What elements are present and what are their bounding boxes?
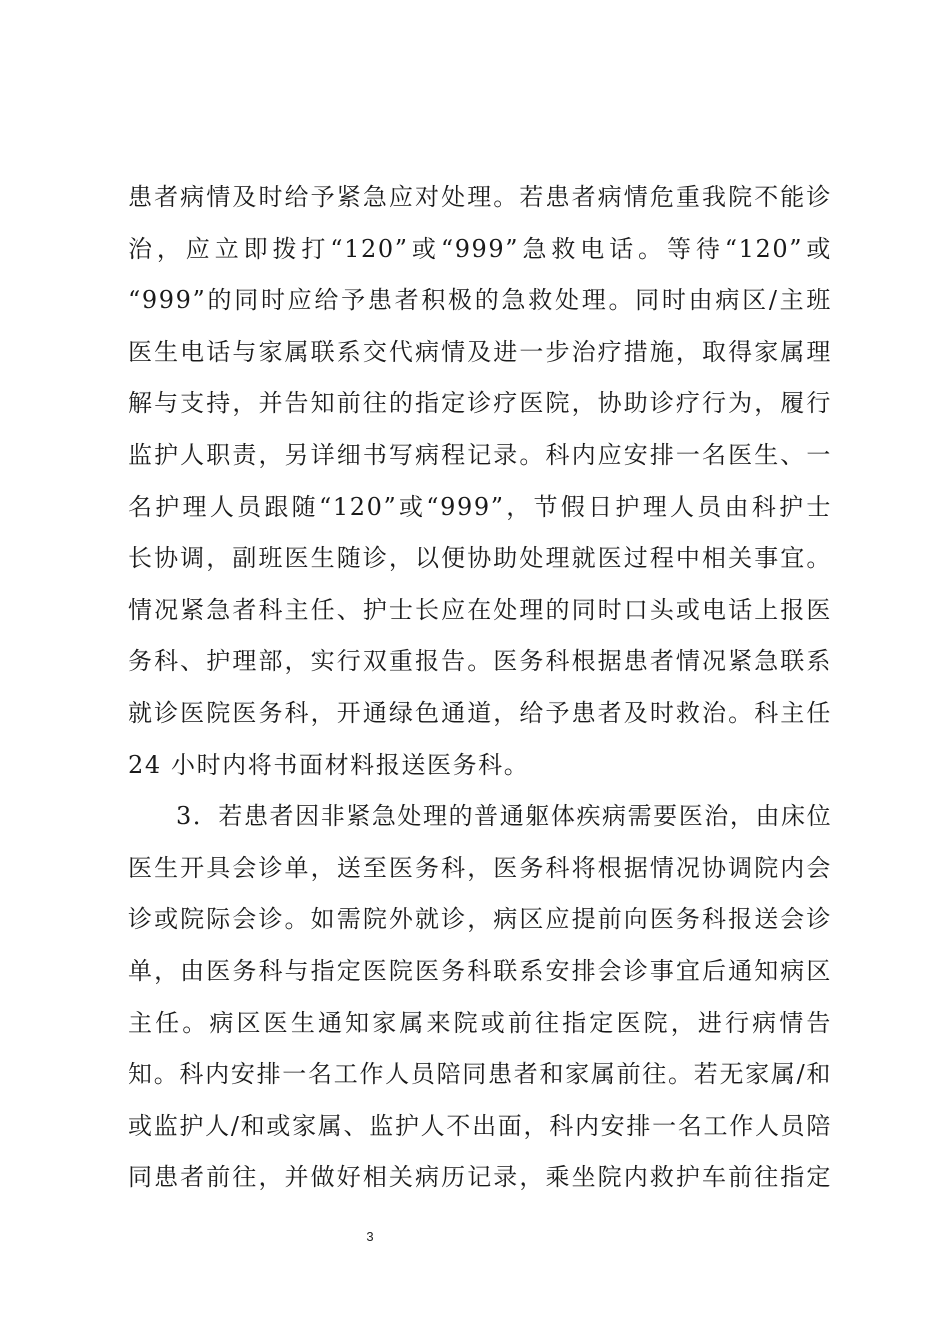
body-text (128, 172, 832, 1204)
text-line: 3．若患者因非紧急处理的普通躯体疾病需要医治，由床位 (176, 802, 832, 831)
page-number: 3 (366, 1229, 374, 1244)
text-line: 解与支持，并告知前往的指定诊疗医院，协助诊疗行为，履行 (128, 389, 832, 418)
text-line: 24 小时内将书面材料报送医务科。 (128, 750, 530, 779)
text-line: 名护理人员跟随“120”或“999”，节假日护理人员由科护士 (128, 492, 832, 521)
text-line: 长协调，副班医生随诊，以便协助处理就医过程中相关事宜。 (128, 544, 832, 573)
text-line: 诊或院际会诊。如需院外就诊，病区应提前向医务科报送会诊 (128, 905, 832, 934)
text-line: “999”的同时应给予患者积极的急救处理。同时由病区/主班 (128, 286, 832, 315)
text-line: 医生电话与家属联系交代病情及进一步治疗措施，取得家属理 (128, 337, 832, 366)
text-line: 主任。病区医生通知家属来院或前往指定医院，进行病情告 (128, 1008, 832, 1037)
text-line: 医生开具会诊单，送至医务科，医务科将根据情况协调院内会 (128, 853, 832, 882)
text-line: 或监护人/和或家属、监护人不出面，科内安排一名工作人员陪 (128, 1111, 832, 1140)
text-line: 就诊医院医务科，开通绿色通道，给予患者及时救治。科主任 (128, 698, 832, 727)
text-line: 同患者前往，并做好相关病历记录，乘坐院内救护车前往指定 (128, 1163, 832, 1192)
text-line: 单，由医务科与指定医院医务科联系安排会诊事宜后通知病区 (128, 956, 832, 985)
text-line: 患者病情及时给予紧急应对处理。若患者病情危重我院不能诊 (128, 183, 832, 211)
text-line: 情况紧急者科主任、护士长应在处理的同时口头或电话上报医 (128, 595, 832, 624)
text-line: 监护人职责，另详细书写病程记录。科内应安排一名医生、一 (128, 440, 832, 469)
text-line: 务科、护理部，实行双重报告。医务科根据患者情况紧急联系 (128, 647, 832, 676)
text-line: 治，应立即拨打“120”或“999”急救电话。等待“120”或 (128, 234, 832, 263)
text-line: 知。科内安排一名工作人员陪同患者和家属前往。若无家属/和 (128, 1060, 832, 1089)
